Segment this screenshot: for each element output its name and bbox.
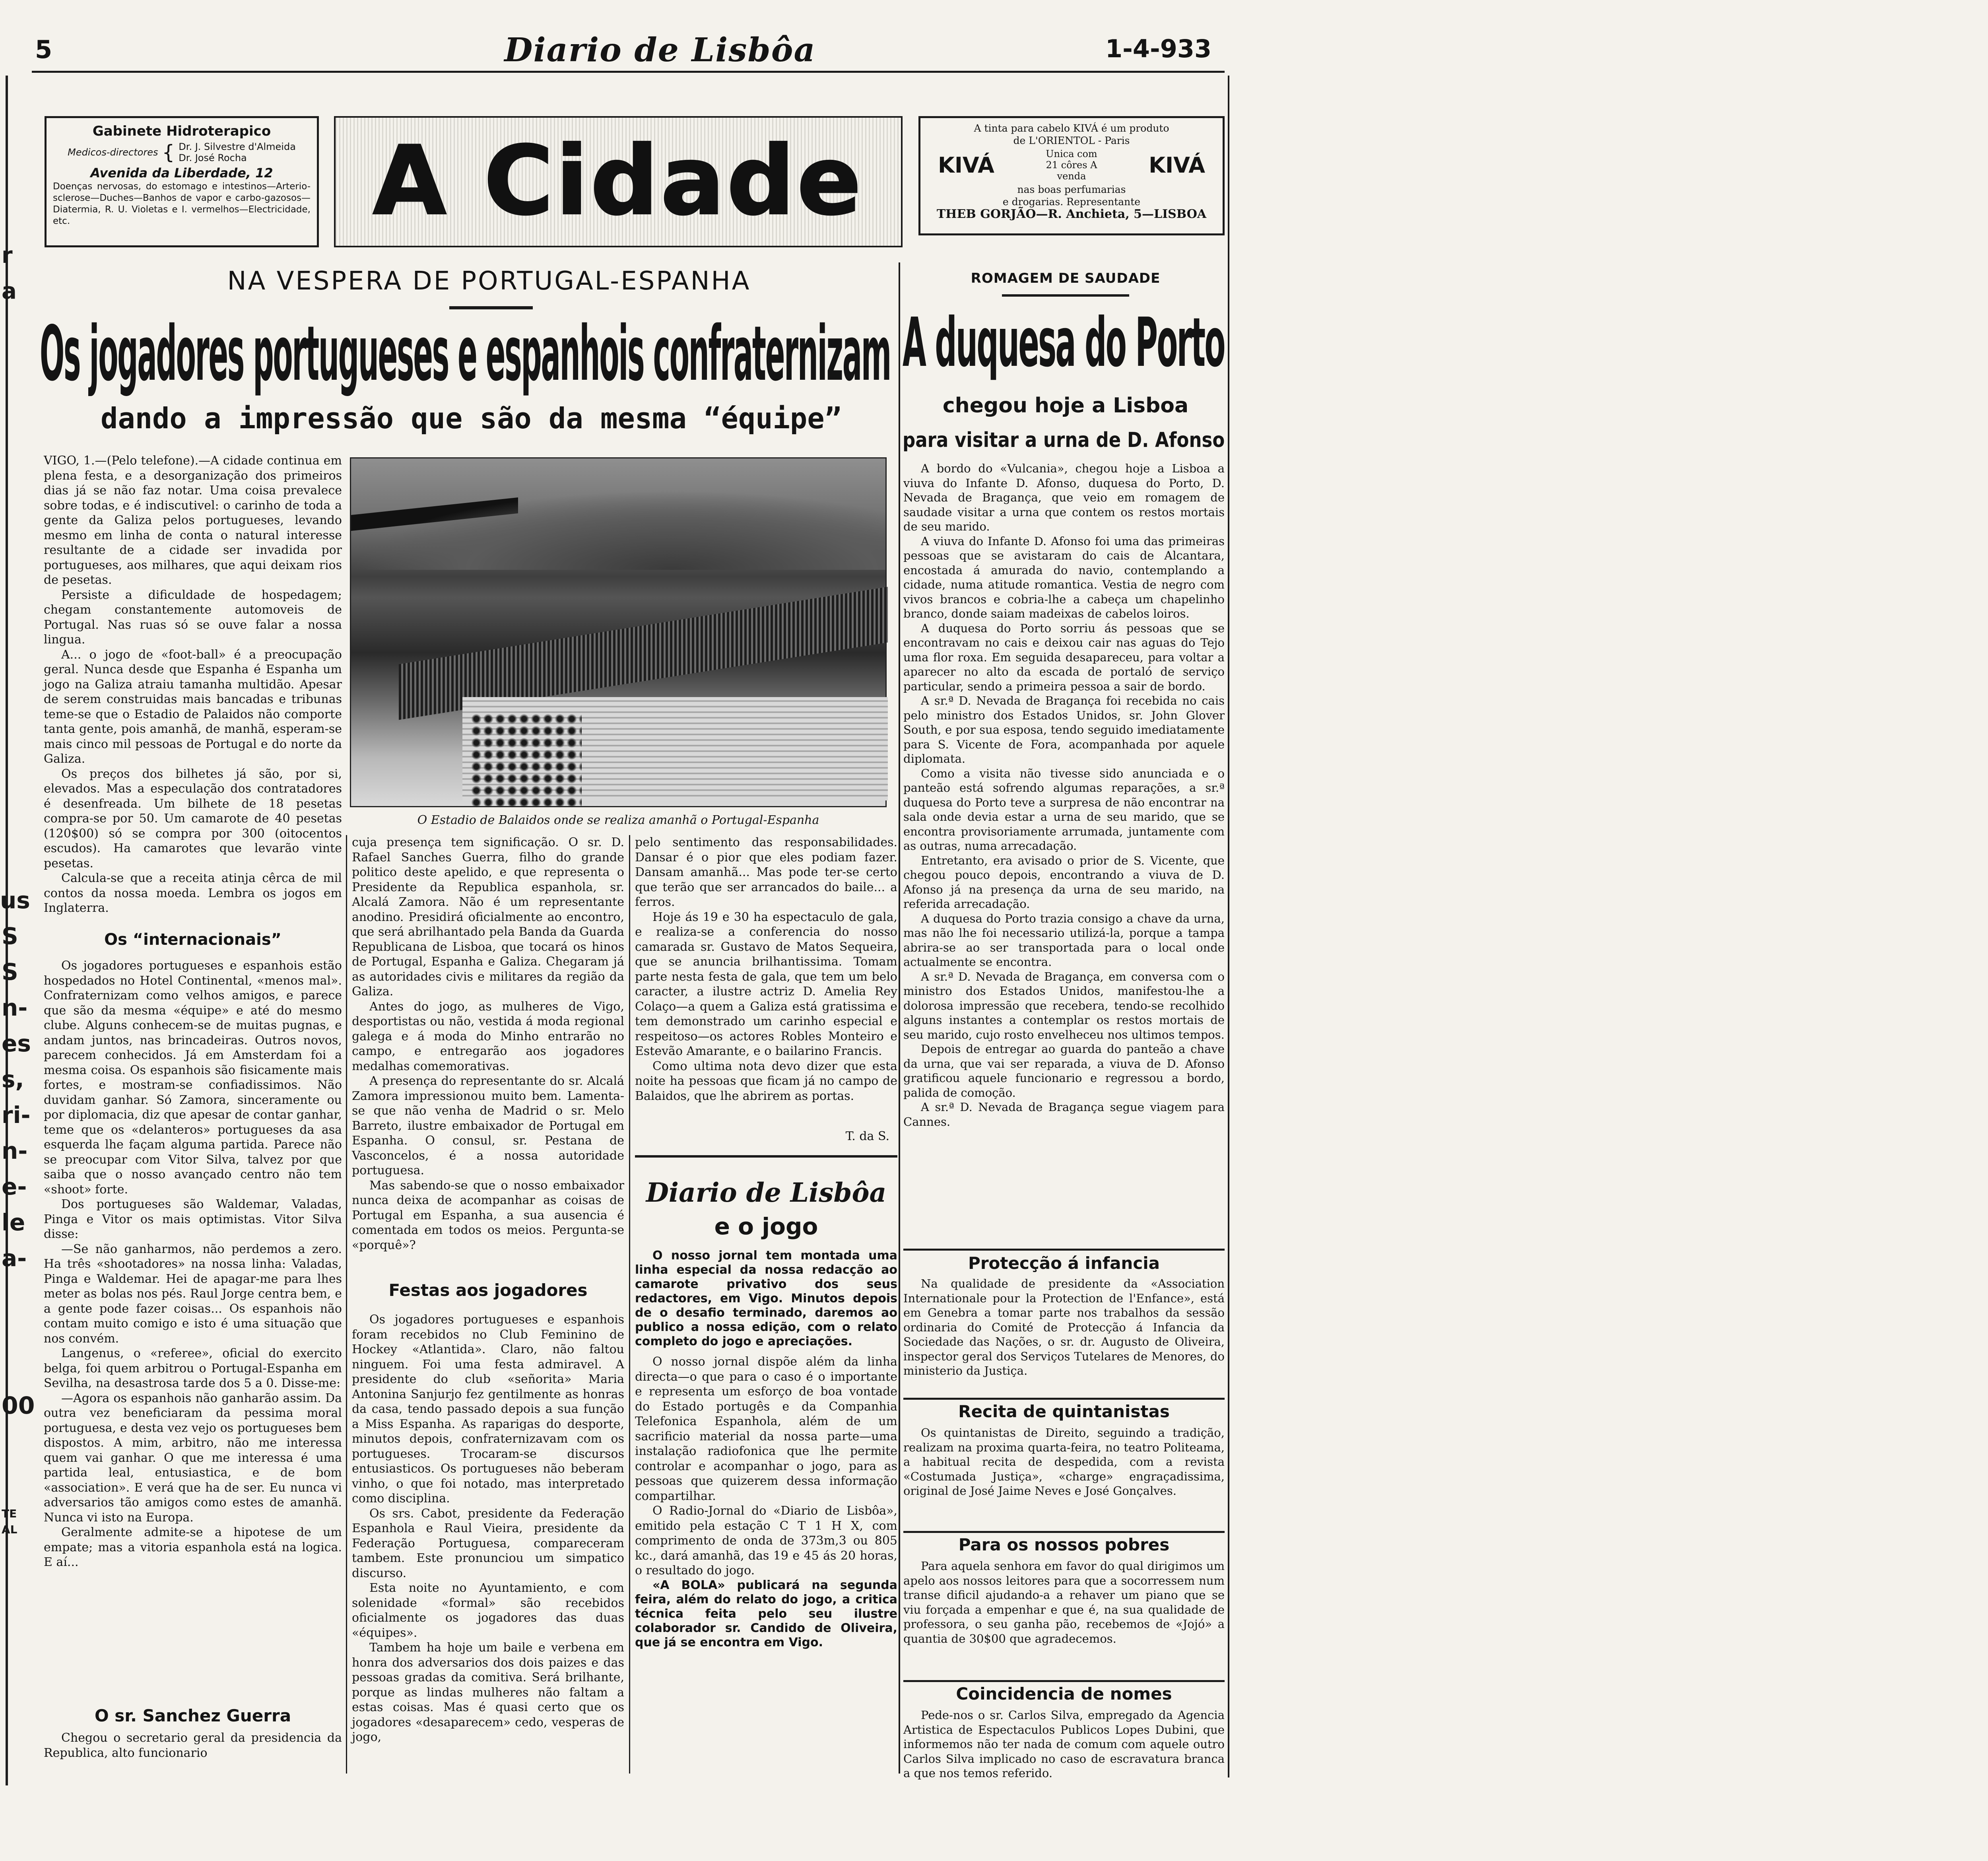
story-paragraph: Depois de entregar ao guarda do panteão a chave da urna, que vai ser reparada, a viuva de D. Afonso gratificou aquele funcionario e regressou a bordo, palida de comoção. [903, 1042, 1225, 1100]
nomes-paragraph: Pede-nos o sr. Carlos Silva, empregado da Agencia Artistica de Espectaculos Publicos Lopes Dubini, que informemos não ter nada de comum com aquele outro Carlos Silva implicado no caso de escravatura branca a que nos temos referido. [903, 1708, 1225, 1780]
story-paragraph: Como a visita não tivesse sido anunciada e o panteão está sofrendo algumas reparações, a sr.ª duquesa do Porto teve a surpresa de não encontrar na sala onde devia estar a urna de seu marido, que se encontra provisoriamente arrumada, juntamente com as outras, numa arrecadação. [903, 766, 1225, 853]
story-paragraph: Persiste a dificuldade de hospedagem; chegam constantemente automoveis de Portugal. Nas ruas só se ouve falar a nossa lingua. [44, 588, 342, 647]
ad-director-2: Dr. José Rocha [179, 152, 247, 163]
story-paragraph: —Se não ganharmos, não perdemos a zero. Ha três «shootadores» na nossa linha: Valadas, Pinga e Waldemar. Hei de apagar-me para lhes meter as bolas nos pés. Raul Jorge centra bem, e a gente pode fazer coisas... Os espanhois não contam muito comigo e isto é uma situação que nos convém. [44, 1242, 342, 1346]
story-paragraph: Os jogadores portugueses e espanhois estão hospedados no Hotel Continental, «menos mal». Confraternizam como velhos amigos, e parece que são da mesma «équipe» e até do mesmo clube. Alguns conhecem-se de muitas pugnas, e andam juntos, nas brincadeiras. Outros novos, parecem conhecidos. Já em Amsterdam foi a mesma coisa. Os espanhois são fisicamente mais fortes, e mostram-se confiadissimos. Não duvidam ganhar. Só Zamora, sinceramente ou por diplomacia, diz que apesar de contar ganhar, teme que os «delanteros» portugueses da asa esquerda lhe façam alguma partida. Parece não se preocupar com Vitor Silva, talvez por que saiba que o nosso avançado centro não tem «shoot» forte. [44, 959, 342, 1197]
story-paragraph: A presença do representante do sr. Alcalá Zamora impressionou muito bem. Lamenta-se que não venha de Madrid o sr. Melo Barreto, ilustre embaixador de Portugal em Espanha. O consul, sr. Pestana de Vasconcelos, é a nossa autoridade portuguesa. [352, 1074, 624, 1177]
ad-kiva-line3: nas boas perfumarias [1017, 184, 1126, 195]
page-edge-rule [1228, 76, 1229, 1777]
story-signature: T. da S. [845, 1129, 889, 1143]
story-paragraph: A duquesa do Porto trazia consigo a chave da urna, mas não lhe foi necessario utilizá-la, porque a tampa abrira-se ao ser transportada para o local onde actualmente se encontra. [903, 911, 1225, 969]
nomes-body [903, 1708, 1225, 1780]
margin-fragment: AL [2, 1523, 17, 1536]
margin-fragment: e- [2, 1173, 27, 1200]
ad-kiva-line2: de L'ORIENTOL - Paris [1013, 135, 1130, 146]
photo-hills [351, 490, 885, 570]
box-paragraph: O Radio-Jornal do «Diario de Lisbôa», emitido pela estação C T 1 H X, com comprimento de onda de 373m,3 ou 805 kc., dará amanhã, das 19 e 45 ás 20 horas, o resultado do jogo. [635, 1504, 897, 1577]
story-column-1 [44, 453, 342, 927]
infancia-body [903, 1276, 1225, 1396]
main-kicker: NA VESPERA DE PORTUGAL-ESPANHA [227, 266, 751, 296]
quintanistas-title: Recita de quintanistas [958, 1402, 1170, 1421]
subheading-festas: Festas aos jogadores [388, 1280, 588, 1300]
ad-title: Gabinete Hidroterapico [92, 123, 271, 139]
right-kicker: ROMAGEM DE SAUDADE [971, 270, 1161, 286]
subheading-internacionais: Os “internacionais” [104, 930, 282, 949]
story-column-1c [44, 1731, 342, 1762]
story-paragraph: Langenus, o «referee», oficial do exercito belga, foi quem arbitrou o Portugal-Espanha em Sevilha, na desastrosa tarde dos 5 a 0. Disse-me: [44, 1346, 342, 1390]
pobres-body [903, 1559, 1225, 1678]
story-paragraph: Antes do jogo, as mulheres de Vigo, desportistas ou não, vestida á moda regional galega e á moda do Minho entrarão no campo, e entregarão aos jogadores medalhas comemorativas. [352, 999, 624, 1073]
right-headline-text: A duquesa do Porto [903, 303, 1225, 382]
section-title: A Cidade [373, 126, 864, 236]
box-rule [635, 1155, 897, 1158]
story-paragraph: Calcula-se que a receita atinja cêrca de mil contos da nossa moeda. Lembra os jogos em Inglaterra. [44, 871, 342, 915]
box-lead: O nosso jornal tem montada uma linha especial da nossa redacção ao camarote privativo dos seus redactores, em Vigo. Minutos depois de o desafio terminado, daremos ao publico a nossa edição, com o relato completo do jogo e apreciações. [635, 1249, 897, 1348]
ad-body: Doenças nervosas, do estomago e intestinos—Arterio-sclerose—Duches—Banhos de vapor e carbo-gazosos—Diatermia, R. U. Violetas e I. vermelhos—Electricidade, etc. [53, 181, 311, 226]
story-column-1b [44, 958, 342, 1706]
margin-fragment: n- [2, 994, 28, 1021]
photo-caption: O Estadio de Balaidos onde se realiza amanhã o Portugal-Espanha [417, 813, 819, 827]
margin-fragment: le [2, 1209, 25, 1236]
story-paragraph: A... o jogo de «foot-ball» é a preocupação geral. Nunca desde que Espanha é Espanha um jogo na Galiza atraiu tamanha multidão. Apesar de serem construidas mais bancadas e tribunas teme-se que o Estadio de Palaidos não comporte tanta gente, pois amanhã, de manhã, esperam-se mais cinco mil pessoas de Portugal e do norte da Galiza. [44, 647, 342, 766]
stadium-photo [350, 457, 887, 807]
story-column-2 [352, 835, 624, 1261]
ad-kiva-brand: KIVÁ [1149, 152, 1205, 178]
story-paragraph: —Agora os espanhois não ganharão assim. Da outra vez beneficiaram da pessima moral portuguesa, e desta vez vejo os portugueses bem dispostos. A mim, arbitro, não me interessa quem vai ganhar. O que me interessa é uma partida leal, entusiastica, e de bom «association». E verá que ha de ser. Eu nunca vi adversarios tão amigos como estes de amanhã. Nunca vi isto na Europa. [44, 1391, 342, 1525]
section-rule [903, 1398, 1225, 1400]
story-paragraph: Chegou o secretario geral da presidencia da Republica, alto funcionario [44, 1731, 342, 1760]
paper-title: Diario de Lisbôa [504, 31, 816, 69]
story-column-3 [635, 835, 897, 1121]
story-paragraph: A viuva do Infante D. Afonso foi uma das primeiras pessoas que se avistaram do cais de Alcantara, encostada á amurada do navio, contemplando a cidade, numa atitude romantica. Vestia de negro com vivos brancos e cobria-lhe a cabeça um chapelinho branco, donde saiam madeixas de cabelos loiros. [903, 534, 1225, 620]
story-paragraph: Tambem ha hoje um baile e verbena em honra dos adversarios dos dois paizes e das pessoas gradas da comitiva. Será brilhante, porque as lindas mulheres não faltam a estas coisas. Mas é quasi certo que os jogadores «desaparecem» cedo, vesperas de jogo, [352, 1641, 624, 1744]
story-paragraph: Os srs. Cabot, presidente da Federação Espanhola e Raul Vieira, presidente da Federação Portuguesa, compareceram tambem. Este pronunciou um simpatico discurso. [352, 1506, 624, 1580]
pobres-paragraph: Para aquela senhora em favor do qual dirigimos um apelo aos nossos leitores para que a socorressem num transe dificil ajudando-a a rehaver um piano que se viu forçada a empenhar e que é, na sua qualidade de professora, o seu ganha pão, recebemos de «Jojó» a quantia de 30$00 que agradecemos. [903, 1559, 1225, 1645]
box-bola: «A BOLA» publicará na segunda feira, além do relato do jogo, a critica técnica feita pelo seu ilustre colaborador sr. Candido de Oliveira, que já se encontra em Vigo. [635, 1578, 897, 1649]
main-subhead: dando a impressão que são da mesma “équipe” [101, 402, 842, 435]
quintanistas-paragraph: Os quintanistas de Direito, seguindo a tradição, realizam na proxima quarta-feira, no teatro Politeama, a habitual recita de despedida, com a revista «Costumada Justiça», «charge» engraçadissima, original de José Jaime Neves e José Gonçalves. [903, 1426, 1225, 1498]
story-paragraph: Dos portugueses são Waldemar, Valadas, Pinga e Vitor os mais optimistas. Vitor Silva disse: [44, 1197, 342, 1241]
story-paragraph: A sr.ª D. Nevada de Bragança, em conversa com o ministro dos Estados Unidos, manifestou-lhe a dolorosa impressão que recebera, tendo-se recolhido alguns instantes a contemplar os restos mortais de seu marido, cujo rosto envelheceu nos ultimos tempos. [903, 969, 1225, 1041]
margin-fragment: us [0, 887, 30, 914]
photo-spectators [470, 713, 582, 808]
section-title-box [334, 116, 903, 247]
story-paragraph: Entretanto, era avisado o prior de S. Vicente, que chegou pouco depois, encontrando a viuva de D. Afonso já na presença da urna de seu marido, na referida arrecadação. [903, 853, 1225, 911]
right-sub2-text: para visitar a urna de D. Afonso [903, 428, 1225, 452]
right-sub1: chegou hoje a Lisboa [942, 394, 1189, 418]
story-paragraph: A bordo do «Vulcania», chegou hoje a Lisboa a viuva do Infante D. Afonso, duquesa do Porto, D. Nevada de Bragança, que veio em romagem de saudade visitar a urna que contem os restos mortais de seu marido. [903, 462, 1225, 533]
quintanistas-body [903, 1426, 1225, 1527]
margin-fragment: TE [2, 1507, 17, 1520]
margin-fragment: s, [2, 1066, 24, 1093]
margin-fragment: S [2, 923, 18, 950]
nomes-title: Coincidencia de nomes [956, 1684, 1172, 1704]
ad-directors-label: Medicos-directores [68, 146, 158, 158]
kicker-rule [449, 306, 533, 309]
margin-fragment: r [2, 243, 13, 268]
story-paragraph: A sr.ª D. Nevada de Bragança segue viagem para Cannes. [903, 1100, 1225, 1129]
box-body [635, 1249, 897, 1766]
ad-address: Avenida da Liberdade, 12 [90, 165, 273, 181]
page-number: 5 [35, 35, 52, 64]
section-rule [903, 1249, 1225, 1251]
story-paragraph: Os preços dos bilhetes já são, por si, elevados. Mas a especulação dos contratadores é desenfreada. Um bilhete de 18 pesetas compra-se por 50. Um camarote de 40 pesetas (120$00) só se compra por 300 (oitocentos escudos). Ha camarotes que levarão vinte pesetas. [44, 767, 342, 870]
ad-kiva-line4: e drogarias. Representante [1002, 196, 1141, 208]
story-paragraph: Hoje ás 19 e 30 ha espectaculo de gala, e realiza-se a conferencia do nosso camarada sr. Gustavo de Matos Sequeira, que se anuncia brilhantissima. Tomam parte nesta festa de gala, que tem um belo caracter, a ilustre actriz D. Amelia Rey Colaço—a quem a Galiza está gratissima e tem demonstrado um carinho especial e respeitoso—os actores Robles Monteiro e Estevão Amarante, e o bailarino Francis. [635, 910, 897, 1058]
box-subtitle: e o jogo [714, 1213, 818, 1240]
masthead-rule [32, 71, 1225, 73]
column-rule [899, 262, 900, 1774]
issue-date: 1-4-933 [1105, 34, 1212, 63]
infancia-title: Protecção á infancia [968, 1253, 1160, 1273]
box-title: Diario de Lisbôa [646, 1177, 887, 1208]
right-sub2 [903, 427, 1229, 455]
story-paragraph: VIGO, 1.—(Pelo telefone).—A cidade continua em plena festa, e a desorganização dos primeiros dias já se não faz notar. Uma coisa prevalece sobre todas, e é indiscutivel: o carinho de toda a gente da Galiza pelos portugueses, levando mesmo em linha de conta o natural interesse resultante de a cidade ser invadida por portugueses, aos milhares, que aqui deixam rios de pesetas. [44, 454, 342, 587]
right-headline [903, 303, 1229, 382]
ad-kiva [918, 116, 1225, 235]
ad-director-1: Dr. J. Silvestre d'Almeida [179, 141, 296, 152]
margin-fragment: a [2, 278, 17, 304]
section-rule [903, 1531, 1225, 1533]
ad-gabinete-hidroterapico [45, 116, 319, 247]
column-rule [346, 835, 347, 1774]
story-paragraph: pelo sentimento das responsabilidades. Dansar é o pior que eles podiam fazer. Dansam amanhã... Mas pode ter-se certo que terão que ser arrancados do baile... a ferros. [635, 835, 897, 909]
right-kicker-ornament [1002, 294, 1129, 297]
ad-kiva-line1: A tinta para cabelo KIVÁ é um produto [974, 122, 1169, 134]
story-paragraph: Mas sabendo-se que o nosso embaixador nunca deixa de acompanhar as coisas de Portugal em Espanha, a sua ausencia é comentada em todos os meios. Pergunta-se «porquê»? [352, 1178, 624, 1252]
subheading-sanchez-guerra: O sr. Sanchez Guerra [94, 1706, 291, 1725]
story-paragraph: Geralmente admite-se a hipotese de um empate; mas a vitoria espanhola está na logica. E aí... [44, 1525, 342, 1569]
margin-fragment: 00 [2, 1392, 35, 1420]
ad-kiva-middle: Unica com 21 côres A venda [1046, 148, 1097, 182]
margin-fragment: a- [2, 1245, 27, 1272]
margin-fragment: ri- [2, 1101, 31, 1129]
infancia-paragraph: Na qualidade de presidente da «Association Internationale pour la Protection de l'Enfance», está em Genebra a tomar parte nos trabalhos da sessão ordinaria do Comité de Protecção á Infancia da Sociedade das Nações, o sr. dr. Augusto de Oliveira, inspector geral dos Serviços Tutelares de Menores, do ministerio da Justiça. [903, 1277, 1225, 1377]
margin-fragment: n- [2, 1137, 28, 1164]
story-paragraph: Os jogadores portugueses e espanhois foram recebidos no Club Feminino de Hockey «Atlantida». Claro, não faltou ninguem. Foi uma festa admiravel. A presidente do club «señorita» Maria Antonina Sanjurjo fez gentilmente as honras da casa, tendo passado depois a sua função a Miss Espanha. As raparigas do desporte, minutos depois, confraternizavam com os portugueses. Trocaram-se discursos entusiasticos. Os portugueses não beberam vinho, o que foi notado, mas interpretado como disciplina. [352, 1313, 624, 1506]
column-rule [629, 835, 630, 1774]
story-paragraph: A duquesa do Porto sorriu ás pessoas que se encontravam no cais e deixou cair nas aguas do Tejo uma flor roxa. Em seguida desapareceu, para voltar a aparecer no alto da escada de portaló de serviço particular, sendo a primeira pessoa a sair de bordo. [903, 621, 1225, 693]
ad-kiva-line5: THEB GORJÃO—R. Anchieta, 5—LISBOA [936, 207, 1207, 221]
story-paragraph: Como ultima nota devo dizer que esta noite ha pessoas que ficam já no campo de Balaidos, que lhe abrirem as portas. [635, 1059, 897, 1103]
ad-kiva-brand-row [926, 148, 1217, 182]
pobres-title: Para os nossos pobres [958, 1535, 1170, 1554]
ad-directors [53, 141, 311, 163]
story-paragraph: Esta noite no Ayuntamiento, e com solenidade «formal» são recebidos oficialmente os jogadores das duas «équipes». [352, 1581, 624, 1640]
story-paragraph: A sr.ª D. Nevada de Bragança foi recebida no cais pelo ministro dos Estados Unidos, sr. John Glover South, e por sua esposa, tendo seguido imediatamente para S. Vicente de Fora, acompanhada por aquele diplomata. [903, 694, 1225, 765]
main-headline [40, 310, 895, 398]
ad-kiva-brand: KIVÁ [938, 152, 994, 178]
box-paragraph: O nosso jornal dispõe além da linha directa—o que para o caso é o importante e representa um esforço de boa vontade do Estado portugês e da Companhia Telefonica Espanhola, além de um sacrificio material da nossa parte—uma instalação radiofonica que lhe permite controlar e acompanhar o jogo, para as pessoas que quizerem dessa informação compartilhar. [635, 1355, 897, 1503]
story-column-2b [352, 1312, 624, 1770]
section-rule [903, 1680, 1225, 1682]
margin-fragment: es [2, 1030, 31, 1057]
margin-fragment: S [2, 958, 18, 985]
brace-glyph: { [162, 141, 175, 164]
right-column-story [903, 461, 1225, 1249]
main-headline-text: Os jogadores portugueses e espanhois confraternizam [40, 310, 891, 398]
story-paragraph: cuja presença tem significação. O sr. D. Rafael Sanches Guerra, filho do grande politico deste apelido, e que representa o Presidente da Republica espanhola, sr. Alcalá Zamora. Não é um representante anodino. Presidirá oficialmente ao encontro, que será abrilhantado pela Banda da Guarda Republicana de Lisboa, que tocará os hinos de Portugal, Espanha e Galiza. Chegaram já as autoridades civis e militares da região da Galiza. [352, 835, 624, 998]
